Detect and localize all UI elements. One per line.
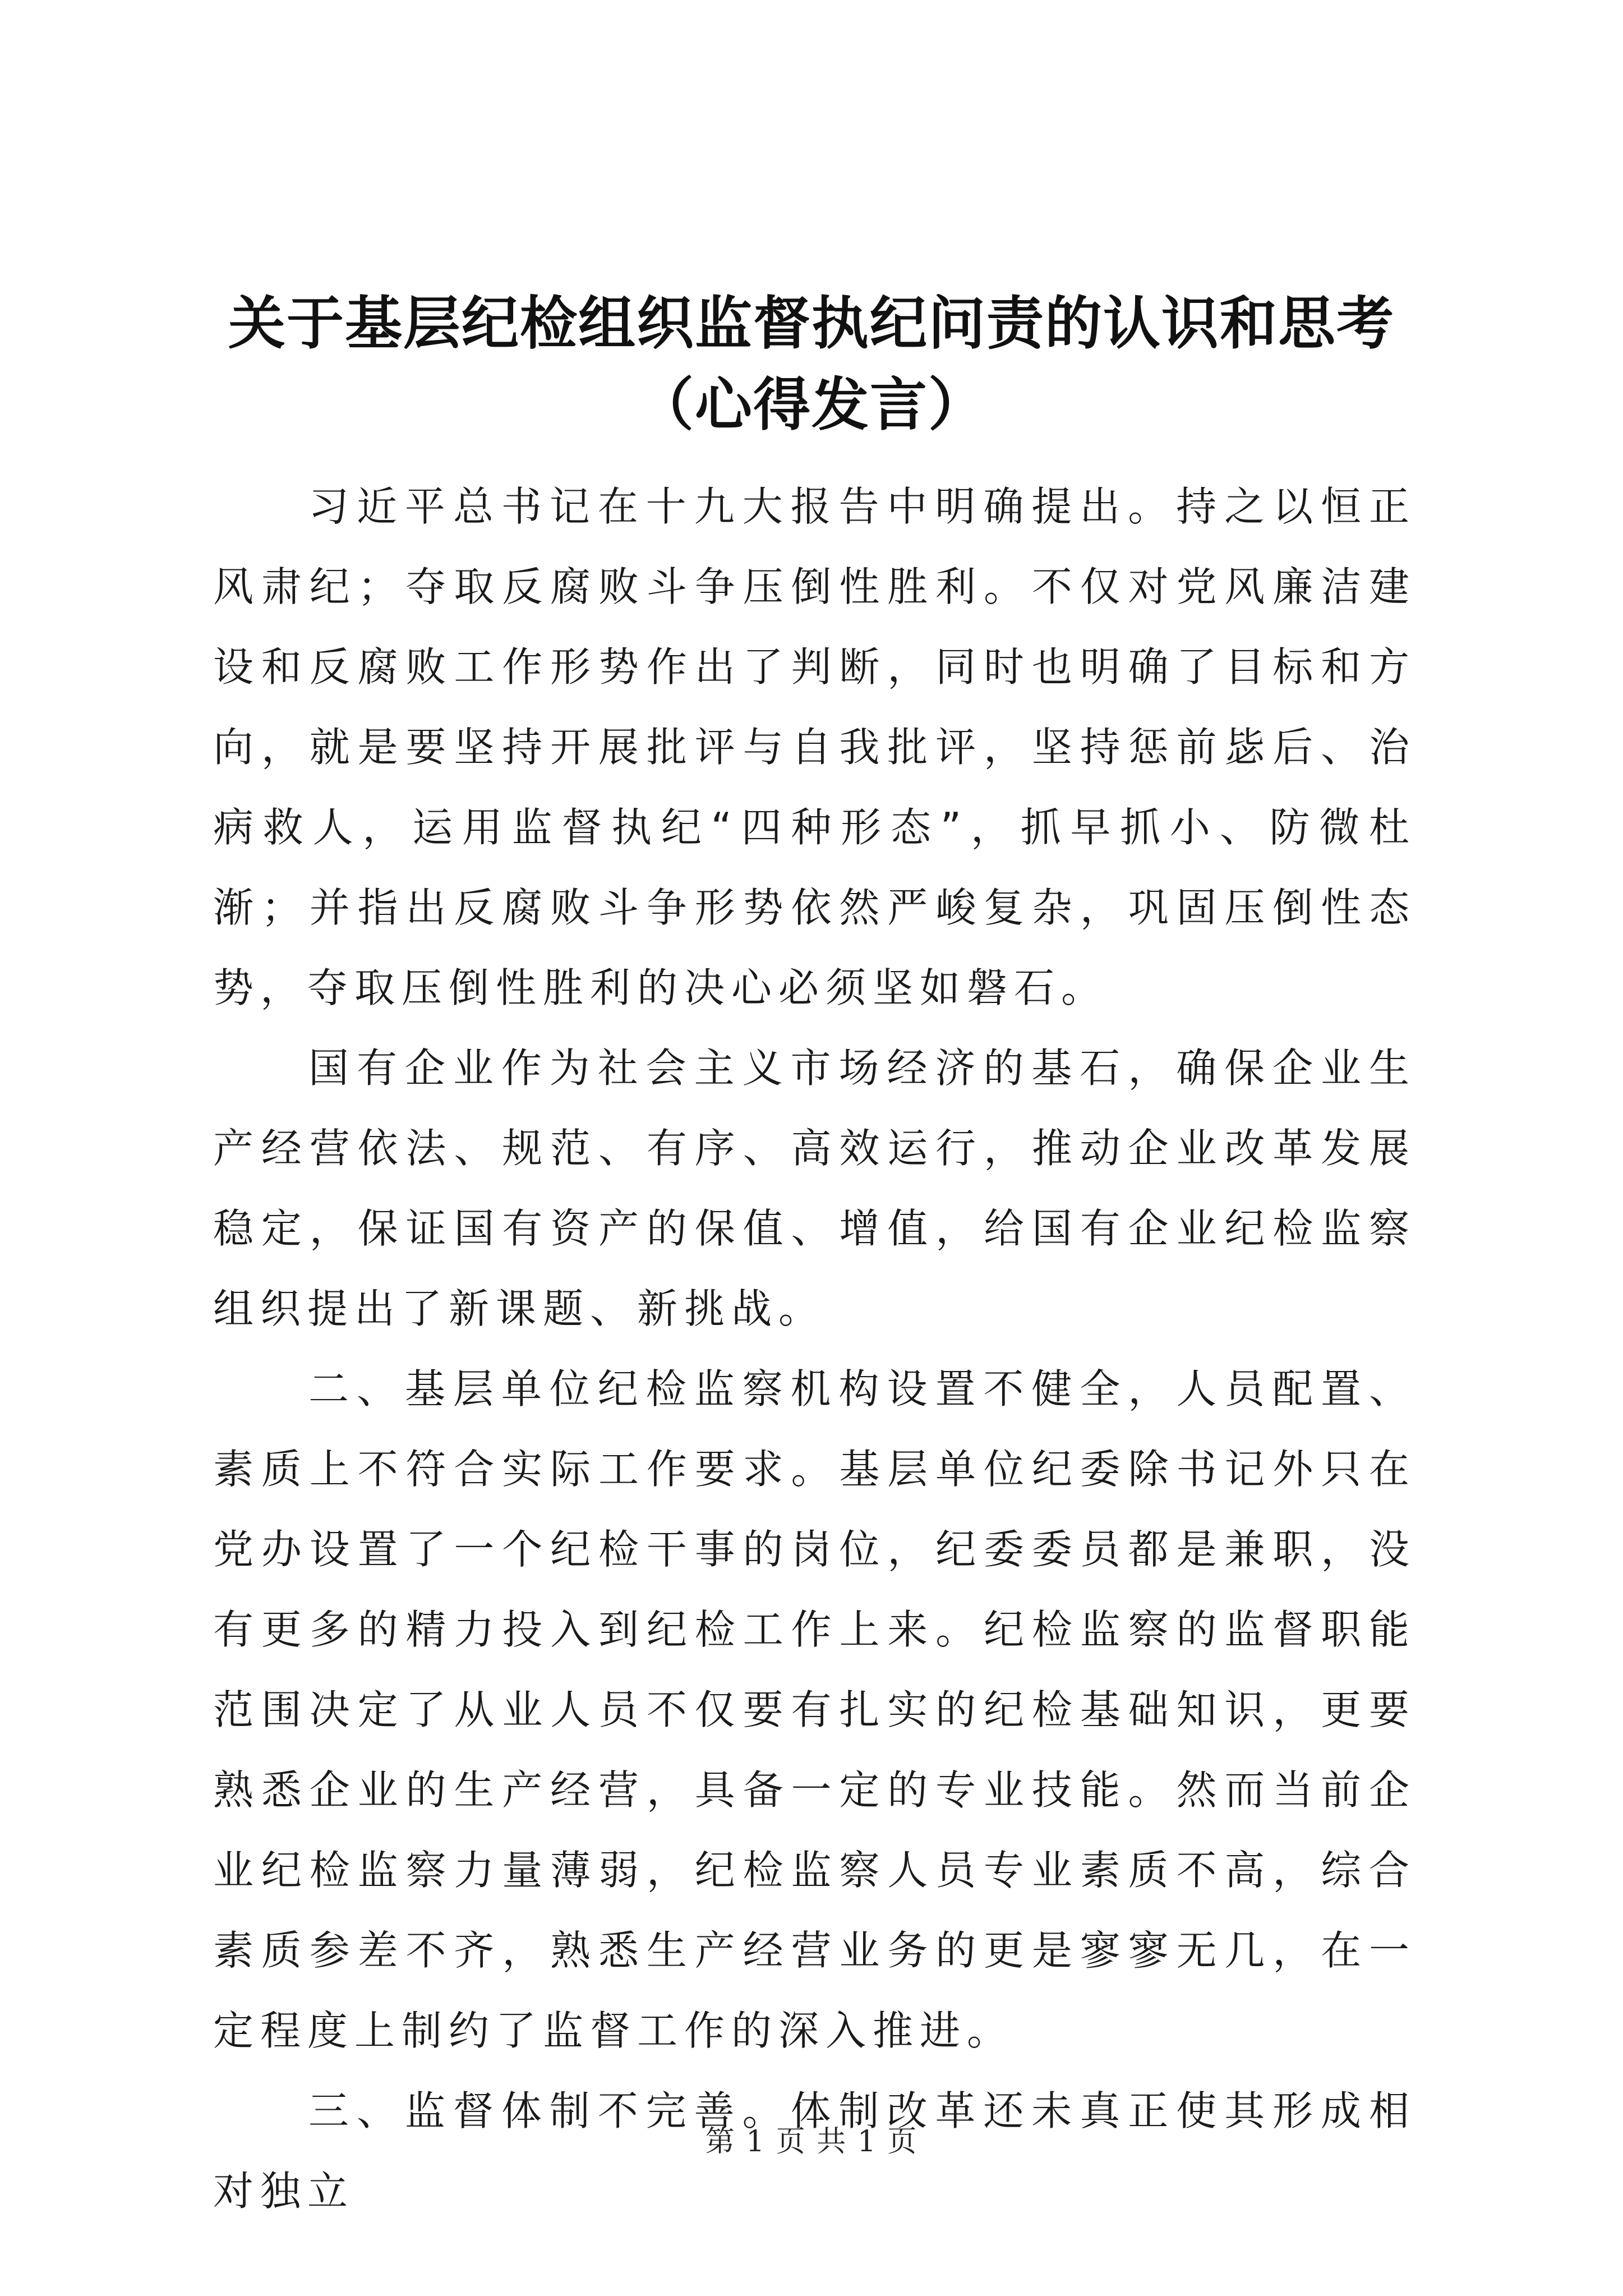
page-number-footer: 第 1 页 共 1 页 — [705, 2125, 918, 2159]
paragraph-4: 三、监督体制不完善。体制改革还未真正使其形成相对独立 — [213, 2087, 1416, 2215]
title-line-2: （心得发言） — [637, 371, 986, 439]
document-title — [168, 283, 1455, 446]
title-line-1: 关于基层纪检组织监督执纪问责的认识和思考 — [228, 290, 1395, 357]
paragraph-2: 国有企业作为社会主义市场经济的基石，确保企业生产经营依法、规范、有序、高效运行，推动企业改革发展稳定，保证国有资产的保值、增值，给国有企业纪检监察组织提出了新课题、新挑战。 — [213, 1045, 1416, 1332]
document-body — [213, 467, 1416, 2231]
paragraph-3: 二、基层单位纪检监察机构设置不健全，人员配置、素质上不符合实际工作要求。基层单位纪委除书记外只在党办设置了一个纪检干事的岗位，纪委委员都是兼职，没有更多的精力投入到纪检工作上来。纪检监察的监督职能范围决定了从业人员不仅要有扎实的纪检基础知识，更要熟悉企业的生产经营，具备一定的专业技能。然而当前企业纪检监察力量薄弱，纪检监察人员专业素质不高，综合素质参差不齐，熟悉生产经营业务的更是寥寥无几，在一定程度上制约了监督工作的深入推进。 — [213, 1365, 1416, 2054]
paragraph-1: 习近平总书记在十九大报告中明确提出。持之以恒正风肃纪；夺取反腐败斗争压倒性胜利。不仅对党风廉洁建设和反腐败工作形势作出了判断，同时也明确了目标和方向，就是要坚持开展批评与自我批评，坚持惩前毖后、治病救人，运用监督执纪“四种形态”，抓早抓小、防微杜渐；并指出反腐败斗争形势依然严峻复杂，巩固压倒性态势，夺取压倒性胜利的决心必须坚如磐石。 — [213, 483, 1416, 1011]
